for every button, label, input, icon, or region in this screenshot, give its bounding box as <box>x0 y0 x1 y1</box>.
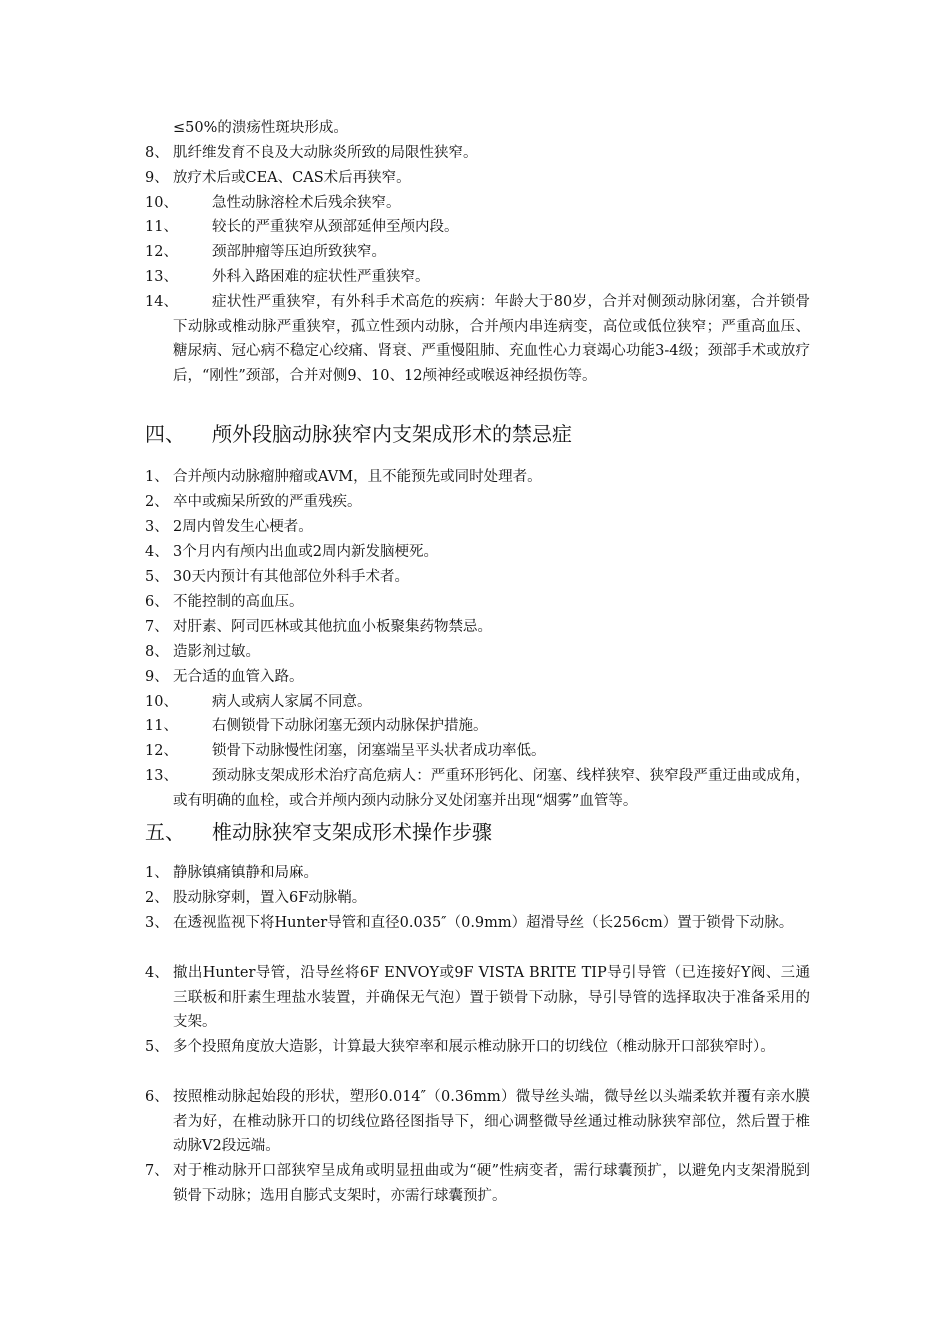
item-number: 7、 <box>145 619 169 635</box>
list-item <box>145 565 810 590</box>
item-number: 8、 <box>145 145 169 161</box>
item-number: 11、 <box>145 718 178 734</box>
item-text: 放疗术后或CEA、CAS术后再狭窄。 <box>173 170 411 186</box>
item-text: 无合适的血管入路。 <box>173 669 304 685</box>
item-text: 对肝素、阿司匹林或其他抗血小板聚集药物禁忌。 <box>173 619 492 635</box>
section-number: 四、 <box>145 422 185 446</box>
item-number: 1、 <box>145 865 169 881</box>
item-number: 4、 <box>145 965 169 981</box>
item-text: 病人或病人家属不同意。 <box>212 694 372 710</box>
item-text: 卒中或痴呆所致的严重残疾。 <box>173 494 362 510</box>
section-number: 五、 <box>145 820 185 844</box>
section-title: 椎动脉狭窄支架成形术操作步骤 <box>212 820 492 844</box>
list-item <box>145 739 810 764</box>
item-number: 12、 <box>145 743 178 759</box>
item-number: 12、 <box>145 244 178 260</box>
item-number: 10、 <box>145 195 178 211</box>
section-title: 颅外段脑动脉狭窄内支架成形术的禁忌症 <box>212 422 572 446</box>
continued-line: ≤50%的溃疡性斑块形成。 <box>173 120 348 136</box>
item-number: 13、 <box>145 269 178 285</box>
item-number: 9、 <box>145 170 169 186</box>
list-item <box>145 215 810 240</box>
item-text: 外科入路困难的症状性严重狭窄。 <box>212 269 430 285</box>
item-number: 4、 <box>145 544 169 560</box>
item-number: 3、 <box>145 519 169 535</box>
list-item <box>145 714 810 739</box>
list-item <box>145 265 810 290</box>
list-item <box>145 615 810 640</box>
section-heading <box>145 420 572 448</box>
item-text: 较长的严重狭窄从颈部延伸至颅内段。 <box>212 219 459 235</box>
item-text: 锁骨下动脉慢性闭塞，闭塞端呈平头状者成功率低。 <box>212 743 546 759</box>
item-text: 多个投照角度放大造影，计算最大狭窄率和展示椎动脉开口的切线位（椎动脉开口部狭窄时）。 <box>173 1039 775 1055</box>
item-text: 撤出Hunter导管，沿导丝将6F ENVOY或9F VISTA BRITE TIP导引导管（已连接好Y阀、三通三联板和肝素生理盐水装置，并确保无气泡）置于锁骨下动脉，导引导管的选择取决于准备采用的支架。 <box>173 965 810 1030</box>
item-number: 7、 <box>145 1163 169 1179</box>
item-text: 静脉镇痛镇静和局麻。 <box>173 865 318 881</box>
item-text: 症状性严重狭窄，有外科手术高危的疾病：年龄大于80岁，合并对侧颈动脉闭塞，合并锁骨下动脉或椎动脉严重狭窄，孤立性颈内动脉，合并颅内串连病变，高位或低位狭窄；严重高血压、糖尿病、冠心病不稳定心绞痛、肾衰、严重慢阻肺、充血性心力衰竭心功能3-4级；颈部手术或放疗后，“刚性”颈部，合并对侧9、10、12颅神经或喉返神经损伤等。 <box>173 294 810 384</box>
item-number: 6、 <box>145 1089 169 1105</box>
list-item <box>145 886 810 911</box>
item-text: 3个月内有颅内出血或2周内新发脑梗死。 <box>173 544 438 560</box>
list-item <box>145 1159 810 1208</box>
list-item <box>145 515 810 540</box>
list-item <box>145 240 810 265</box>
item-text: 颈部肿瘤等压迫所致狭窄。 <box>212 244 386 260</box>
list-item <box>145 690 810 715</box>
list-item <box>145 590 810 615</box>
item-number: 2、 <box>145 494 169 510</box>
item-number: 9、 <box>145 669 169 685</box>
list-item <box>145 490 810 515</box>
list-item <box>145 540 810 565</box>
list-item <box>145 640 810 665</box>
list-item <box>145 141 810 166</box>
item-text: 造影剂过敏。 <box>173 644 260 660</box>
item-text: 对于椎动脉开口部狭窄呈成角或明显扭曲或为“硬”性病变者，需行球囊预扩，以避免内支架滑脱到锁骨下动脉；选用自膨式支架时，亦需行球囊预扩。 <box>173 1163 810 1204</box>
item-number: 5、 <box>145 1039 169 1055</box>
item-text: 股动脉穿刺，置入6F动脉鞘。 <box>173 890 367 906</box>
section-heading <box>145 818 492 846</box>
item-number: 5、 <box>145 569 169 585</box>
item-number: 3、 <box>145 915 169 931</box>
item-number: 6、 <box>145 594 169 610</box>
list-item <box>145 861 810 886</box>
item-text: 30天内预计有其他部位外科手术者。 <box>173 569 409 585</box>
list-item <box>145 166 810 191</box>
item-text: 2周内曾发生心梗者。 <box>173 519 313 535</box>
item-text: 合并颅内动脉瘤肿瘤或AVM，且不能预先或同时处理者。 <box>173 469 542 485</box>
item-number: 8、 <box>145 644 169 660</box>
item-text: 在透视监视下将Hunter导管和直径0.035″（0.9mm）超滑导丝（长256cm）置于锁骨下动脉。 <box>173 915 794 931</box>
list-item <box>145 665 810 690</box>
list-item <box>145 290 810 388</box>
item-text: 颈动脉支架成形术治疗高危病人：严重环形钙化、闭塞、线样狭窄、狭窄段严重迂曲或成角，或有明确的血栓，或合并颅内颈内动脉分叉处闭塞并出现“烟雾”血管等。 <box>173 768 810 809</box>
item-text: 右侧锁骨下动脉闭塞无颈内动脉保护措施。 <box>212 718 488 734</box>
item-number: 10、 <box>145 694 178 710</box>
list-item <box>145 1035 810 1060</box>
item-number: 2、 <box>145 890 169 906</box>
item-number: 11、 <box>145 219 178 235</box>
item-text: 不能控制的高血压。 <box>173 594 304 610</box>
item-number: 13、 <box>145 768 178 784</box>
item-number: 1、 <box>145 469 169 485</box>
item-text: 急性动脉溶栓术后残余狭窄。 <box>212 195 401 211</box>
list-item <box>145 191 810 216</box>
list-item <box>145 764 810 813</box>
list-item <box>145 1085 810 1159</box>
list-item <box>145 911 810 936</box>
item-number: 14、 <box>145 294 178 310</box>
list-item <box>145 465 810 490</box>
item-text: 肌纤维发育不良及大动脉炎所致的局限性狭窄。 <box>173 145 478 161</box>
list-item <box>145 961 810 1035</box>
item-text: 按照椎动脉起始段的形状，塑形0.014″（0.36mm）微导丝头端，微导丝以头端柔软并覆有亲水膜者为好，在椎动脉开口的切线位路径图指导下，细心调整微导丝通过椎动脉狭窄部位，然后置于椎动脉V2段远端。 <box>173 1089 810 1154</box>
